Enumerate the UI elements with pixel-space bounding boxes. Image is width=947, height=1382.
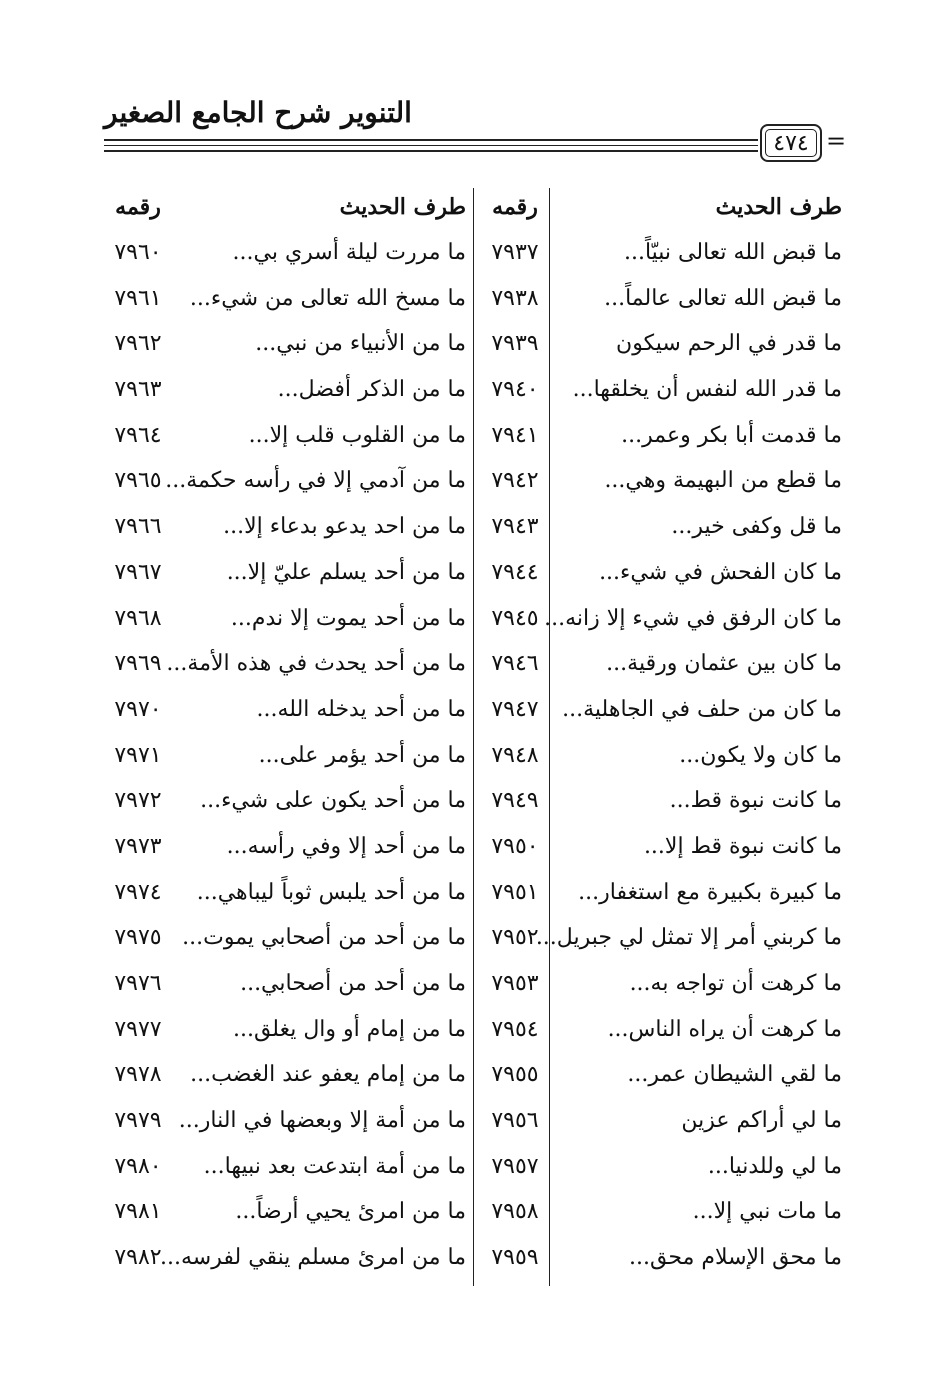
hadith-text-right: ما كربني أمر إلا تمثل لي جبريل...	[535, 925, 842, 951]
hadith-number-right: ٧٩٥٥	[491, 1062, 539, 1088]
hadith-number-right: ٧٩٥٧	[491, 1153, 539, 1179]
col-head-hadith-left: طرف الحديث	[339, 194, 466, 220]
hadith-number-left: ٧٩٨١	[114, 1199, 162, 1225]
table-row	[0, 462, 947, 508]
header-rule-top	[104, 139, 758, 141]
hadith-number-right: ٧٩٤٤	[491, 559, 539, 585]
table-row	[0, 325, 947, 371]
hadith-text-right: ما كان الرفق في شيء إلا زانه...	[544, 605, 842, 631]
hadith-text-right: ما كان من حلف في الجاهلية...	[562, 696, 842, 722]
table-row	[0, 1148, 947, 1194]
hadith-number-left: ٧٩٧٨	[114, 1062, 162, 1088]
hadith-number-left: ٧٩٧٥	[114, 925, 162, 951]
hadith-text-left: ما من أحد يدخله الله...	[256, 696, 466, 722]
table-row	[0, 554, 947, 600]
hadith-number-right: ٧٩٤٦	[491, 651, 539, 677]
hadith-text-right: ما لقي الشيطان عمر...	[627, 1062, 842, 1088]
hadith-text-right: ما محق الإسلام محق...	[629, 1245, 842, 1271]
hadith-text-right: ما قل وكفى خير...	[671, 514, 842, 540]
hadith-text-left: ما من الذكر أفضل...	[277, 377, 466, 403]
table-row	[0, 280, 947, 326]
hadith-text-left: ما من أحد يموت إلا ندم...	[230, 605, 466, 631]
hadith-text-left: ما من أحد إلا وفي رأسه...	[226, 833, 466, 859]
table-row	[0, 828, 947, 874]
table-row	[0, 1102, 947, 1148]
hadith-text-right: ما كان بين عثمان ورقية...	[606, 651, 842, 677]
hadith-text-left: ما مسخ الله تعالى من شيء...	[189, 285, 466, 311]
hadith-text-right: ما لي أراكم عزين	[681, 1108, 842, 1134]
table-row	[0, 1193, 947, 1239]
hadith-number-right: ٧٩٥١	[491, 879, 539, 905]
hadith-text-right: ما كرهت أن يراه الناس...	[607, 1016, 842, 1042]
hadith-text-left: ما من آدمي إلا في رأسه حكمة...	[165, 468, 466, 494]
page-number: ٤٧٤	[773, 130, 809, 156]
hadith-number-left: ٧٩٦٦	[114, 514, 162, 540]
hadith-text-left: ما من القلوب قلب إلا...	[248, 422, 466, 448]
running-header-title: التنوير شرح الجامع الصغير	[104, 96, 412, 129]
hadith-number-right: ٧٩٥٦	[491, 1108, 539, 1134]
table-row	[0, 782, 947, 828]
hadith-number-right: ٧٩٤٢	[491, 468, 539, 494]
table-row	[0, 600, 947, 646]
table-row	[0, 371, 947, 417]
header-dash: =	[826, 127, 847, 155]
hadith-number-left: ٧٩٧١	[114, 742, 162, 768]
hadith-text-left: ما من أمة إلا وبعضها في النار...	[178, 1108, 466, 1134]
table-row	[0, 919, 947, 965]
hadith-text-right: ما قبض الله تعالى نبيّاً...	[623, 240, 842, 265]
hadith-number-left: ٧٩٦٨	[114, 605, 162, 631]
hadith-number-right: ٧٩٤٣	[491, 514, 539, 540]
page-number-box	[760, 124, 822, 162]
hadith-text-right: ما لي وللدنيا...	[707, 1153, 842, 1179]
hadith-number-left: ٧٩٧٦	[114, 971, 162, 996]
hadith-number-right: ٧٩٤٧	[491, 696, 539, 722]
hadith-number-left: ٧٩٦٥	[114, 468, 162, 494]
hadith-text-right: ما مات نبي إلا...	[692, 1199, 842, 1225]
col-head-number-right: رقمه	[492, 194, 538, 220]
hadith-text-left: ما من امرئ مسلم ينقي لفرسه...	[160, 1245, 466, 1271]
hadith-number-left: ٧٩٦٧	[114, 559, 162, 585]
hadith-text-right: ما قدر في الرحم سيكون	[616, 331, 842, 357]
hadith-text-left: ما من احد يدعو بدعاء إلا...	[223, 514, 466, 540]
hadith-number-left: ٧٩٨٢	[114, 1245, 162, 1271]
hadith-text-left: ما من أحد يكون على شيء...	[200, 788, 466, 814]
hadith-text-left: ما من أحد يؤمر على...	[258, 742, 466, 768]
hadith-text-left: ما من امرئ يحيي أرضاً...	[235, 1199, 466, 1225]
hadith-index-rows	[0, 234, 947, 1285]
hadith-number-right: ٧٩٣٧	[491, 240, 539, 265]
hadith-number-left: ٧٩٧٣	[114, 833, 162, 859]
hadith-number-right: ٧٩٥٠	[491, 833, 539, 859]
hadith-number-right: ٧٩٥٤	[491, 1016, 539, 1042]
table-row	[0, 508, 947, 554]
table-row	[0, 874, 947, 920]
hadith-text-left: ما مررت ليلة أسري بي...	[232, 240, 466, 265]
hadith-text-right: ما كان ولا يكون...	[679, 742, 842, 768]
hadith-number-right: ٧٩٣٩	[491, 331, 539, 357]
hadith-number-left: ٧٩٧٢	[114, 788, 162, 814]
hadith-text-left: ما من أحد من أصحابي...	[240, 971, 466, 996]
hadith-text-left: ما من أحد يحدث في هذه الأمة...	[166, 651, 466, 677]
hadith-text-right: ما قدر الله لنفس أن يخلقها...	[572, 377, 842, 403]
col-head-number-left: رقمه	[115, 194, 161, 220]
hadith-number-right: ٧٩٤٨	[491, 742, 539, 768]
hadith-number-right: ٧٩٤٩	[491, 788, 539, 814]
hadith-number-left: ٧٩٦٩	[114, 651, 162, 677]
table-row	[0, 645, 947, 691]
hadith-text-right: ما كبيرة بكبيرة مع استغفار...	[578, 879, 842, 905]
hadith-text-left: ما من إمام يعفو عند الغضب...	[190, 1062, 466, 1088]
table-row	[0, 1011, 947, 1057]
hadith-number-right: ٧٩٤٠	[491, 377, 539, 403]
table-row	[0, 1056, 947, 1102]
hadith-number-left: ٧٩٧٤	[114, 879, 162, 905]
table-row	[0, 1239, 947, 1285]
table-row	[0, 691, 947, 737]
hadith-text-left: ما من إمام أو وال يغلق...	[232, 1016, 466, 1042]
hadith-number-right: ٧٩٤٥	[491, 605, 539, 631]
header-rule-bottom	[104, 150, 758, 152]
hadith-number-right: ٧٩٥٢	[491, 925, 539, 951]
hadith-text-right: ما كانت نبوة قط إلا...	[643, 833, 842, 859]
hadith-text-right: ما قطع من البهيمة وهي...	[604, 468, 842, 494]
hadith-text-right: ما كانت نبوة قط...	[669, 788, 842, 814]
hadith-number-left: ٧٩٨٠	[114, 1153, 162, 1179]
hadith-number-left: ٧٩٦١	[114, 285, 162, 311]
hadith-text-left: ما من أحد يلبس ثوباً ليباهي...	[196, 879, 466, 905]
hadith-number-right: ٧٩٥٨	[491, 1199, 539, 1225]
hadith-text-right: ما قدمت أبا بكر وعمر...	[621, 422, 842, 448]
hadith-text-right: ما قبض الله تعالى عالماً...	[604, 285, 842, 311]
hadith-text-right: ما كان الفحش في شيء...	[599, 559, 842, 585]
hadith-text-left: ما من أمة ابتدعت بعد نبيها...	[203, 1153, 466, 1179]
hadith-number-left: ٧٩٦٤	[114, 422, 162, 448]
table-row	[0, 234, 947, 280]
hadith-text-right: ما كرهت أن تواجه به...	[629, 971, 842, 996]
header-rule-middle	[104, 145, 758, 146]
hadith-number-left: ٧٩٦٠	[114, 240, 162, 265]
hadith-number-left: ٧٩٦٢	[114, 331, 162, 357]
table-row	[0, 737, 947, 783]
hadith-number-left: ٧٩٧٠	[114, 696, 162, 722]
hadith-number-right: ٧٩٤١	[491, 422, 539, 448]
hadith-text-left: ما من أحد يسلم عليّ إلا...	[226, 559, 466, 585]
hadith-text-left: ما من الأنبياء من نبي...	[255, 331, 466, 357]
table-row	[0, 417, 947, 463]
hadith-number-right: ٧٩٥٣	[491, 971, 539, 996]
col-head-hadith-right: طرف الحديث	[715, 194, 842, 220]
table-row	[0, 965, 947, 1011]
hadith-text-left: ما من أحد من أصحابي يموت...	[182, 925, 466, 951]
hadith-number-left: ٧٩٧٧	[114, 1016, 162, 1042]
hadith-number-left: ٧٩٧٩	[114, 1108, 162, 1134]
hadith-number-right: ٧٩٥٩	[491, 1245, 539, 1271]
hadith-number-left: ٧٩٦٣	[114, 377, 162, 403]
hadith-number-right: ٧٩٣٨	[491, 285, 539, 311]
